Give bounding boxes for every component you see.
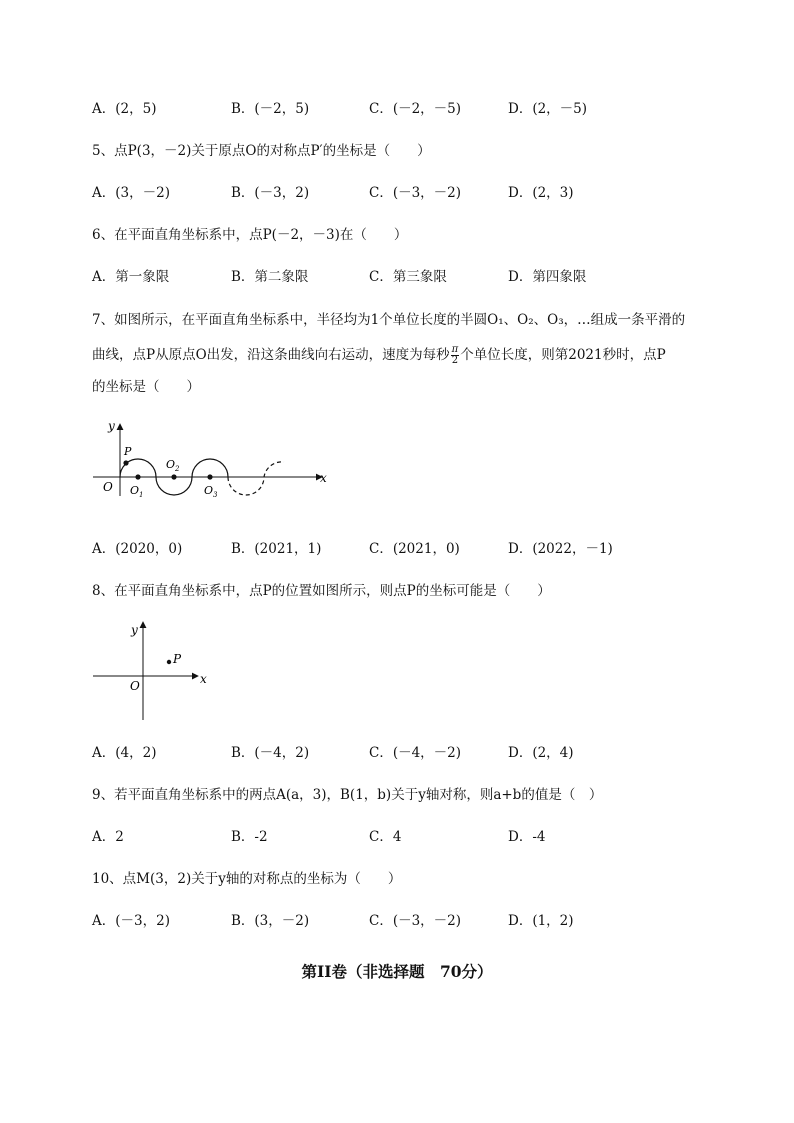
q10-option-d: D．(1，2): [508, 913, 574, 929]
q7-curve-dashed: [228, 462, 284, 495]
q4-option-a: A．(2，5): [92, 101, 157, 117]
q6-option-c: C．第三象限: [369, 269, 447, 285]
q7-label-o2: $O_2$: [166, 458, 180, 473]
q10-option-c: C．(－3，－2): [369, 913, 462, 929]
q8-option-d: D．(2，4): [508, 745, 574, 761]
q9-option-c: C．4: [369, 829, 402, 845]
q6-option-a: A．第一象限: [92, 269, 170, 285]
q10-option-b: B．(3，－2): [231, 913, 310, 929]
q6-option-d: D．第四象限: [508, 269, 587, 285]
q5-option-b: B．(－3，2): [231, 185, 310, 201]
q7-option-a: A．(2020，0): [92, 541, 183, 557]
q7-option-c: C．(2021，0): [369, 541, 460, 557]
q10-stem: 10、点M(3，2)关于y轴的对称点的坐标为（ ）: [92, 871, 402, 887]
q7-figure: [88, 418, 338, 498]
q6-option-b: B．第二象限: [231, 269, 309, 285]
q9-option-a: A．2: [92, 829, 124, 845]
q9-option-b: B．-2: [231, 829, 268, 845]
q6-stem: 6、在平面直角坐标系中，点P(－2，－3)在（ ）: [92, 227, 408, 243]
q7-label-o1: $O_1$: [130, 484, 144, 498]
q5-option-c: C．(－3，－2): [369, 185, 462, 201]
q7-line2-before: 曲线，点P从原点O出发，沿这条曲线向右运动，速度为每秒: [92, 347, 450, 363]
q7-option-b: B．(2021，1): [231, 541, 322, 557]
q7-label-o3: $O_3$: [204, 484, 218, 498]
q7-option-d: D．(2022，－1): [508, 541, 613, 557]
q7-point-p: [123, 460, 128, 465]
q8-label-origin: O: [130, 679, 140, 693]
q7-stem-line1: 7、如图所示，在平面直角坐标系中，半径均为1个单位长度的半圆O₁、O₂、O₃，…组成一条平滑的: [92, 312, 686, 328]
q8-label-p: P: [173, 652, 182, 666]
q7-point-o1: [135, 474, 140, 479]
q7-frac-num: π: [451, 344, 459, 355]
q7-fraction: [451, 345, 460, 366]
q8-label-y: y: [131, 623, 138, 637]
q10-option-a: A．(－3，2): [92, 913, 170, 929]
q8-option-b: B．(－4，2): [231, 745, 310, 761]
q7-point-o2: [171, 474, 176, 479]
q7-stem-line2: [92, 345, 666, 366]
q7-label-x: x: [320, 471, 327, 485]
q4-option-d: D．(2，－5): [508, 101, 588, 117]
q8-stem: 8、在平面直角坐标系中，点P的位置如图所示，则点P的坐标可能是（ ）: [92, 583, 551, 599]
section-title: 第II卷（非选择题 70分）: [301, 962, 493, 981]
q8-figure: [88, 618, 218, 724]
q5-option-a: A．(3，－2): [92, 185, 170, 201]
q5-option-d: D．(2，3): [508, 185, 574, 201]
q9-option-d: D．-4: [508, 829, 546, 845]
q4-option-b: B．(－2，5): [231, 101, 310, 117]
q8-point-p: [167, 660, 171, 664]
q4-option-c: C．(－2，－5): [369, 101, 462, 117]
q5-stem: 5、点P(3，－2)关于原点O的对称点P′的坐标是（ ）: [92, 143, 431, 159]
q7-label-p: P: [124, 445, 132, 458]
q8-option-a: A．(4，2): [92, 745, 157, 761]
q7-line2-after: 个单位长度，则第2021秒时，点P: [460, 347, 666, 363]
q8-label-x: x: [200, 672, 207, 686]
q9-stem: 9、若平面直角坐标系中的两点A(a，3)，B(1，b)关于y轴对称，则a+b的值是（ ）: [92, 787, 603, 803]
q7-frac-den: 2: [451, 355, 459, 366]
q7-label-y: y: [108, 419, 115, 433]
q7-point-o3: [207, 474, 212, 479]
q7-label-origin: O: [103, 480, 113, 494]
q8-option-c: C．(－4，－2): [369, 745, 462, 761]
q7-stem-line3: 的坐标是（ ）: [92, 379, 200, 395]
